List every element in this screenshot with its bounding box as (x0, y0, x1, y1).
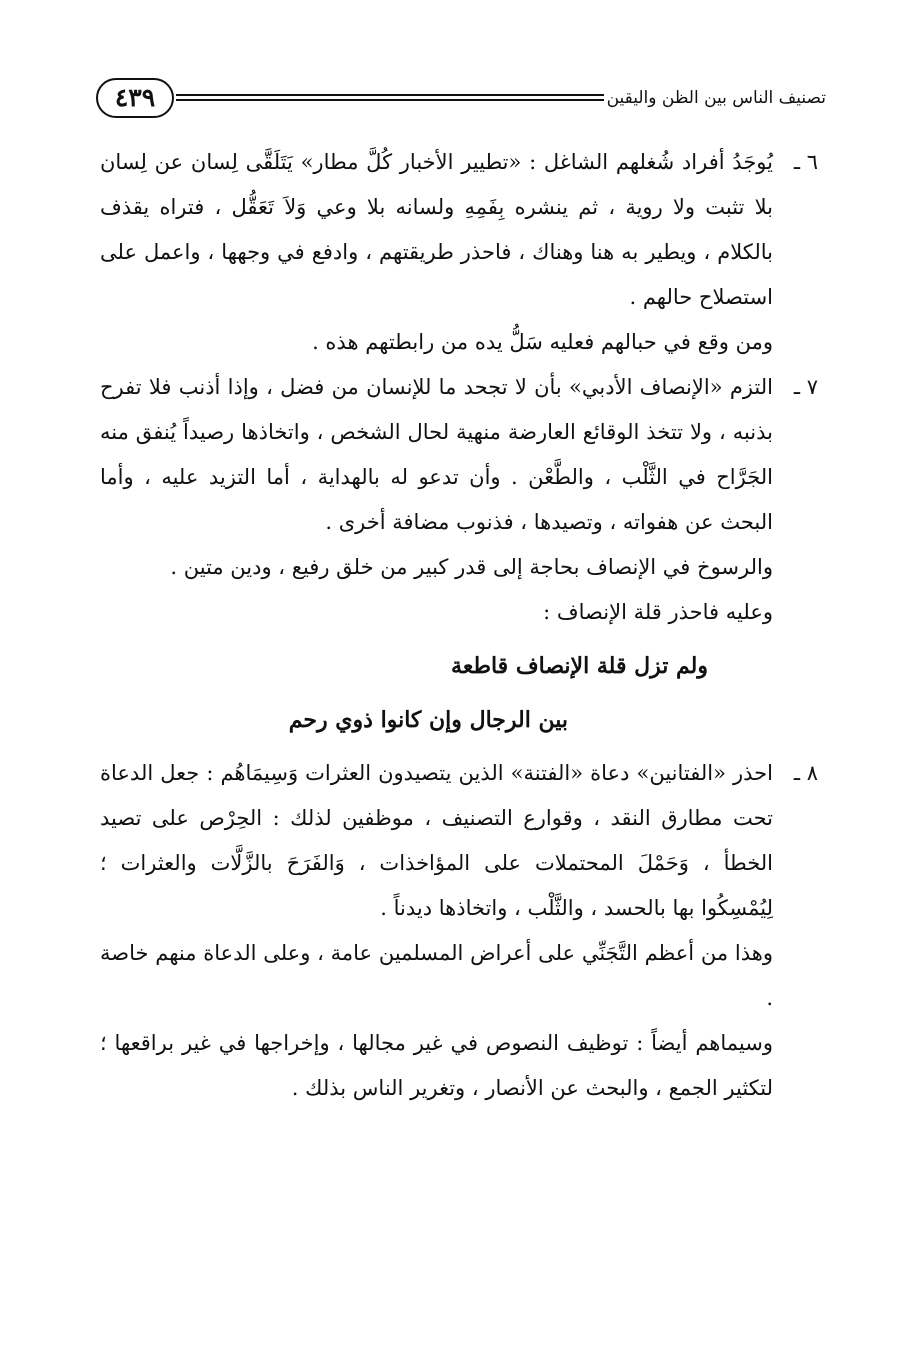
paragraph: وسيماهم أيضاً : توظيف النصوص في غير مجالها ، وإخراجها في غير براقعها ؛ لتكثير الجمع ، والبحث عن الأنصار ، وتغرير الناس بذلك . (100, 1031, 773, 1100)
header-rule (176, 94, 604, 108)
running-title: تصنيف الناس بين الظن واليقين (606, 88, 826, 108)
item-text: احذر «الفتانين» دعاة «الفتنة» الذين يتصيدون العثرات وَسِيمَاهُم : جعل الدعاة تحت مطارق النقد ، وقوارع التصنيف ، موظفين لذلك : الحِرْص على تصيد الخطأ ، وَحَمْلَ المحتملات على المؤاخذات ، وَالفَرَحَ بالزَّلَّات والعثرات ؛ لِيُمْسِكُوا بها بالحسد ، والثَّلْب ، واتخاذها ديدناً . (100, 761, 773, 920)
numbered-item-6 (100, 140, 818, 320)
page-header (96, 74, 826, 126)
item-text: التزم «الإنصاف الأدبي» بأن لا تجحد ما للإنسان من فضل ، وإذا أذنب فلا تفرح بذنبه ، ولا تتخذ الوقائع العارضة منهية لحال الشخص ، واتخاذها رصيداً يُنفق منه الجَرَّاح في الثَّلْب ، والطَّعْن . وأن تدعو له بالهداية ، أما التزيد عليه ، وأما البحث عن هفواته ، وتصيدها ، فذنوب مضافة أخرى . (100, 375, 773, 534)
paragraph: وهذا من أعظم التَّجَنِّي على أعراض المسلمين عامة ، وعلى الدعاة منهم خاصة . (100, 941, 773, 1010)
paragraph: والرسوخ في الإنصاف بحاجة إلى قدر كبير من خلق رفيع ، ودين متين . (170, 555, 773, 579)
paragraph: وعليه فاحذر قلة الإنصاف : (543, 600, 773, 624)
poem-verse-second: بين الرجال وإن كانوا ذوي رحم (288, 707, 568, 733)
item-text: يُوجَدُ أفراد شُغلهم الشاغل : «تطيير الأخبار كُلَّ مطار» يَتَلَقَّى لِسان عن لِسان بلا تثبت ولا روية ، ثم ينشره بِفَمِهِ ولسانه بلا وعي وَلاَ تَعَقُّل ، فتراه يقذف بالكلام ، ويطير به هنا وهناك ، فاحذر طريقتهم ، وادفع في وجهها ، واعمل على استصلاح حالهم . (100, 150, 773, 309)
poem-verse-first: ولم تزل قلة الإنصاف قاطعة (451, 653, 708, 679)
numbered-item-7 (100, 365, 818, 545)
page-number: ٤٣٩ (96, 78, 174, 118)
item-number: ٧ ـ (793, 375, 818, 399)
numbered-item-8 (100, 751, 818, 931)
item-number: ٨ ـ (793, 761, 818, 785)
page-body (100, 140, 818, 1111)
item-number: ٦ ـ (793, 150, 818, 174)
paragraph: ومن وقع في حبالهم فعليه سَلُّ يده من رابطتهم هذه . (312, 330, 773, 354)
